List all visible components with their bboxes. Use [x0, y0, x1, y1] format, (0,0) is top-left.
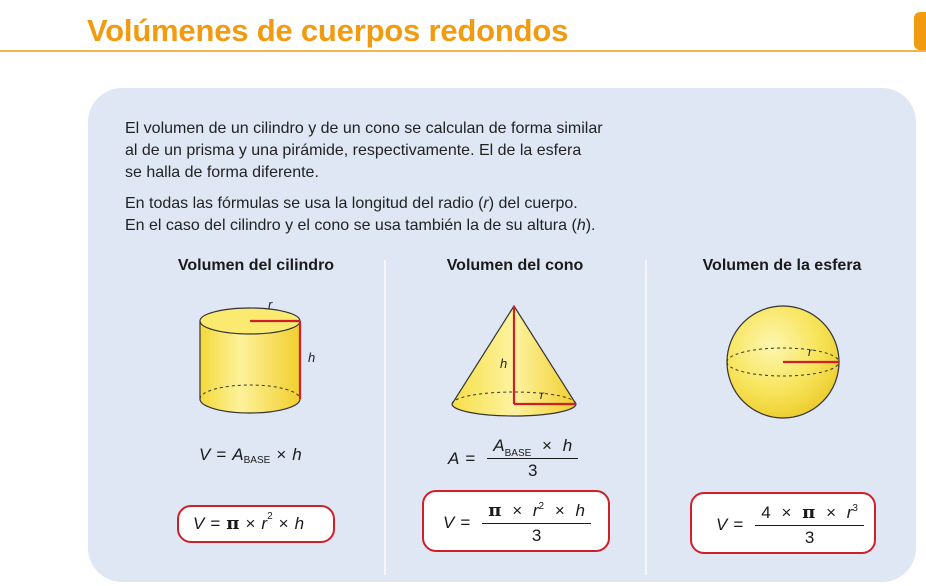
sphere-radius-label: r: [808, 345, 812, 359]
column-divider-left: [384, 260, 386, 575]
cone-title: Volumen del cono: [446, 257, 584, 274]
sphere-volume-formula: V = $\frac{4 \times \pi \times r^3}{3}$: [716, 502, 864, 548]
page-title: Volúmenes de cuerpos redondos: [87, 13, 569, 48]
cylinder-base-formula: V = A BASE × h: [199, 445, 302, 466]
cylinder-volume-formula: V = π × r 2 × h: [193, 511, 305, 534]
sphere-figure: [718, 300, 848, 430]
cone-volume-formula: V = $\frac{\pi \times r^2 \times h}{3}$: [443, 500, 591, 546]
sphere-title: Volumen de la esfera: [702, 257, 862, 274]
cone-radius-label: r: [540, 388, 544, 402]
intro-paragraph-2: En todas las fórmulas se usa la longitud del radio (r) del cuerpo. En el caso del cilindro y el cono se usa también la de su altura (h).: [125, 195, 596, 234]
title-underline: [0, 50, 926, 52]
cylinder-radius-label: r: [268, 297, 273, 312]
cone-figure: [444, 292, 584, 422]
column-divider-right: [645, 260, 647, 575]
intro-paragraph-1: El volumen de un cilindro y de un cono se calculan de forma similar al de un prisma y una pirámide, respectivamente. El de la esfera se halla de forma diferente.: [125, 120, 603, 181]
cylinder-title: Volumen del cilindro: [177, 257, 335, 274]
cylinder-figure: [190, 292, 330, 422]
cone-base-formula: A = $\frac{A_{BASE} \times h}{3}$: [448, 436, 578, 481]
cone-height-label: h: [500, 356, 508, 371]
page-corner-tab: [914, 12, 926, 50]
cylinder-height-label: h: [308, 350, 316, 365]
